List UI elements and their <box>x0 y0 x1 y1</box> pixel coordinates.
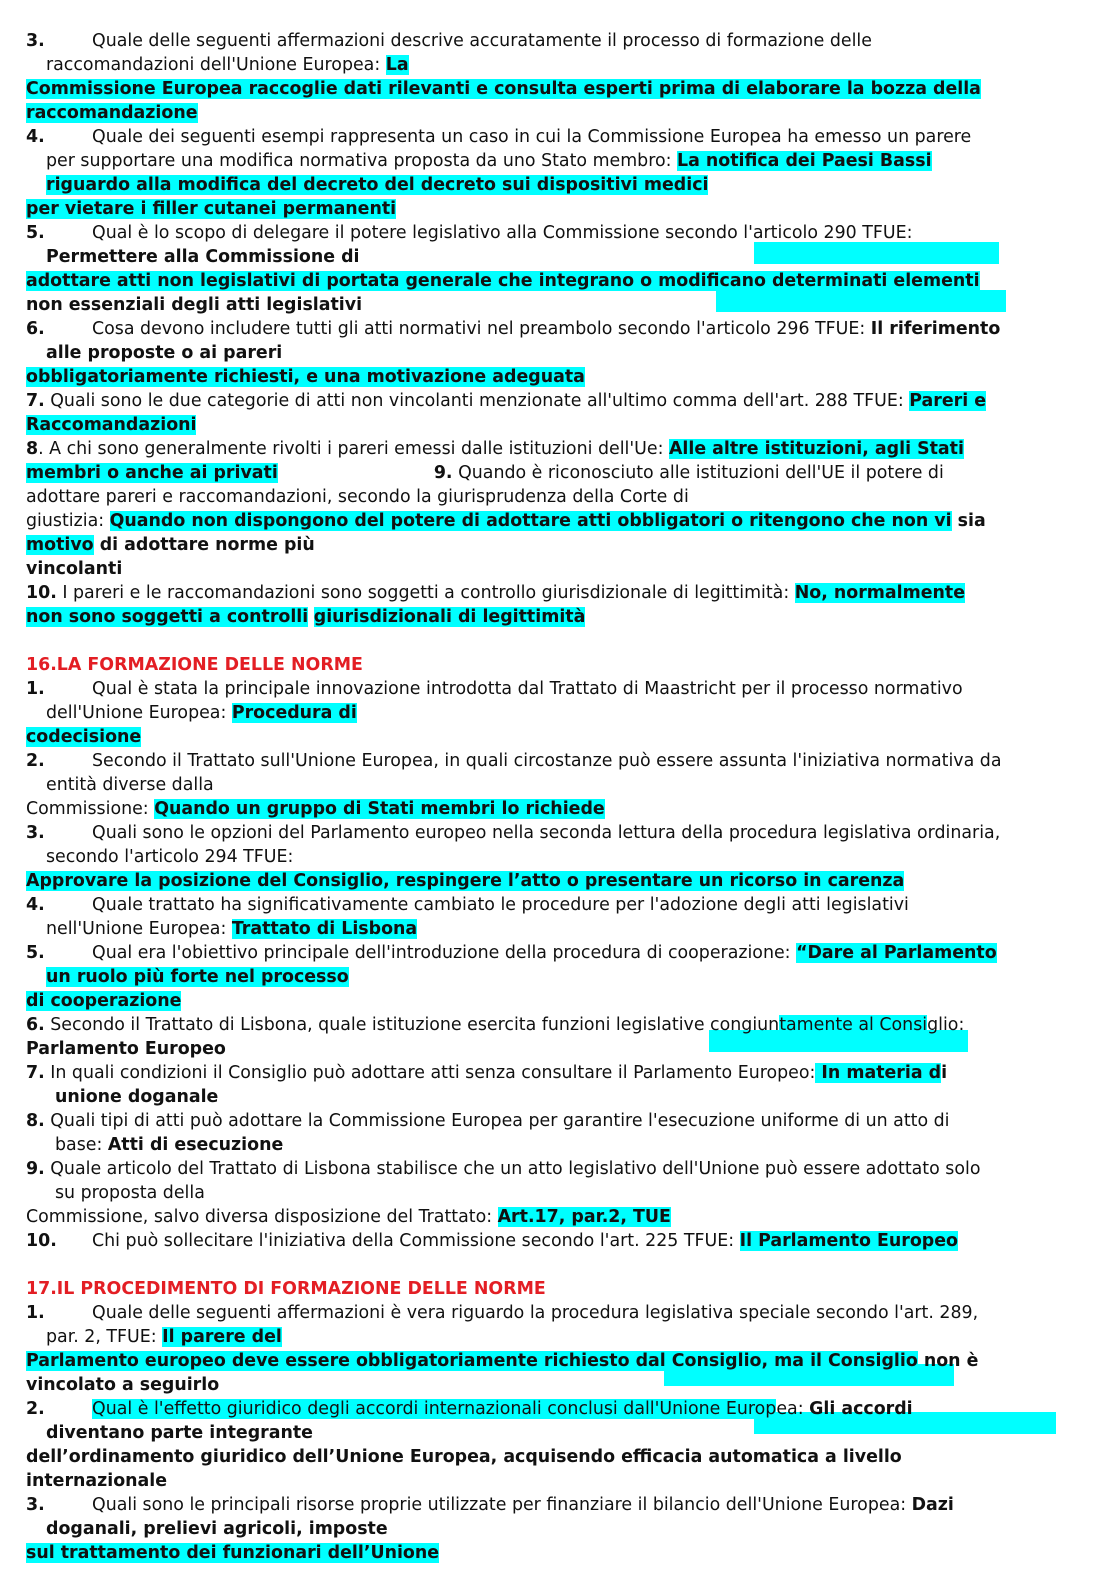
answer-highlight: Commissione Europea raccoglie dati rilevanti e consulta esperti prima di elaborare la bozza della <box>26 79 981 99</box>
answer-text: di adottare norme più <box>93 535 315 555</box>
answer-text: diventano parte integrante <box>46 1423 313 1443</box>
answer-text: vincolato a seguirlo <box>26 1375 220 1395</box>
question-4 <box>26 125 1098 149</box>
question-number: 6. <box>26 319 45 339</box>
question-text: dell'Unione Europea: <box>46 703 232 723</box>
answer-highlight: La notifica dei Paesi Bassi <box>677 151 932 171</box>
answer-text: non è <box>917 1351 979 1371</box>
question-text: raccomandazioni dell'Unione Europea: <box>46 55 386 75</box>
question-text: glio: <box>927 1015 965 1035</box>
answer-text: internazionale <box>26 1471 168 1491</box>
answer-highlight: No, normalmente <box>794 583 965 603</box>
question-number: 10. <box>26 1231 57 1251</box>
s16-question-1 <box>26 677 1098 701</box>
answer-highlight: non sono soggetti a controlli <box>26 607 309 627</box>
answer-line <box>26 461 1098 485</box>
answer-line <box>26 725 1098 749</box>
s16-question-4 <box>26 893 1098 917</box>
answer-line <box>26 245 1098 269</box>
answer-highlight: adottare atti non legislativi di portata generale che integrano o modificano determinati elementi <box>26 271 980 291</box>
question-number: 7. <box>26 391 45 411</box>
answer-highlight: raccomandazione <box>26 103 198 123</box>
question-text: su proposta della <box>55 1183 205 1203</box>
answer-highlight: Il parere del <box>162 1327 282 1347</box>
question-text-highlight: Qual è l'effetto giuridico degli accordi internazionali conclusi dall'Unione Europ <box>92 1399 777 1419</box>
question-cont <box>26 1325 1098 1349</box>
s16-question-3 <box>26 821 1098 845</box>
answer-line <box>26 557 1098 581</box>
question-text: Quale trattato ha significativamente cambiato le procedure per l'adozione degli atti legislativi <box>92 895 909 915</box>
question-number: 9. <box>26 1159 45 1179</box>
question-text: Secondo il Trattato di Lisbona, quale istituzione esercita funzioni legislative congiun <box>44 1015 780 1035</box>
answer-highlight: Alle altre istituzioni, agli Stati <box>668 439 964 459</box>
answer-highlight: Trattato di Lisbona <box>231 919 418 939</box>
question-text: per supportare una modifica normativa proposta da uno Stato membro: <box>46 151 677 171</box>
answer-text: sia <box>951 511 986 531</box>
answer-line <box>26 605 1098 629</box>
question-number: 6. <box>26 1015 45 1035</box>
question-10 <box>26 581 1098 605</box>
answer-highlight: Quando non dispongono del potere di adottare atti obbligatori o ritengono che non vi <box>109 511 952 531</box>
s17-question-2 <box>26 1397 1098 1421</box>
answer-highlight: Procedura di <box>231 703 357 723</box>
s16-question-5 <box>26 941 1098 965</box>
answer-line <box>26 1541 1098 1565</box>
s16-question-9 <box>26 1157 1098 1181</box>
question-text: Secondo il Trattato sull'Unione Europea, in quali circostanze può essere assunta l'iniziativa normativa da <box>92 751 1002 771</box>
answer-highlight: un ruolo più forte nel processo <box>46 967 349 987</box>
answer-highlight: “Dare al Parlamento <box>796 943 997 963</box>
question-number: 10. <box>26 583 57 603</box>
question-cont <box>26 773 1098 797</box>
question-cont <box>26 1133 1098 1157</box>
question-7 <box>26 389 1098 413</box>
answer-line <box>26 197 1098 221</box>
question-text: Chi può sollecitare l'iniziativa della Commissione secondo l'art. 225 TFUE: <box>92 1231 740 1251</box>
answer-highlight: Il Parlamento Europeo <box>739 1231 958 1251</box>
answer-text: doganali, prelievi agricoli, imposte <box>46 1519 388 1539</box>
question-number: 8 <box>26 439 39 459</box>
answer-highlight: sul trattamento dei funzionari dell’Unione <box>26 1543 440 1563</box>
answer-line <box>26 269 1098 293</box>
answer-text: Gli accordi <box>809 1399 913 1419</box>
question-number: 4. <box>26 127 45 147</box>
question-number: 2. <box>26 751 45 771</box>
s17-question-3 <box>26 1493 1098 1517</box>
answer-line <box>26 533 1098 557</box>
question-text: base: <box>55 1135 108 1155</box>
question-text: Cosa devono includere tutti gli atti normativi nel preambolo secondo l'articolo 296 TFUE: <box>92 319 871 339</box>
question-text: secondo l'articolo 294 TFUE: <box>46 847 294 867</box>
answer-line <box>26 1085 1098 1109</box>
question-text: Quale delle seguenti affermazioni descrive accuratamente il processo di formazione delle <box>92 31 872 51</box>
question-cont <box>26 845 1098 869</box>
answer-text: vincolanti <box>26 559 123 579</box>
s16-question-2 <box>26 749 1098 773</box>
answer-highlight: Pareri e <box>909 391 987 411</box>
question-8 <box>26 437 1098 461</box>
question-number: 7. <box>26 1063 45 1083</box>
question-text: Commissione: <box>26 799 155 819</box>
answer-text: Permettere alla Commissione di <box>46 247 360 267</box>
answer-highlight: giurisdizionali di legittimità <box>313 607 586 627</box>
question-text: ea: <box>776 1399 810 1419</box>
answer-highlight: riguardo alla modifica del decreto del decreto sui dispositivi medici <box>46 175 709 195</box>
question-text: Quali sono le opzioni del Parlamento europeo nella seconda lettura della procedura legislativa ordinaria, <box>92 823 1001 843</box>
question-text: Quale delle seguenti affermazioni è vera riguardo la procedura legislativa speciale secondo l'art. 289, <box>92 1303 979 1323</box>
question-number: 3. <box>26 1495 45 1515</box>
section-heading-17: 17.IL PROCEDIMENTO DI FORMAZIONE DELLE NORME <box>26 1279 546 1299</box>
answer-highlight: Raccomandazioni <box>26 415 197 435</box>
answer-text: alle proposte o ai pareri <box>46 343 283 363</box>
question-9-cont <box>26 485 1098 509</box>
question-text-highlight: tamente al Consi <box>779 1015 928 1035</box>
section-heading-16: 16.LA FORMAZIONE DELLE NORME <box>26 655 363 675</box>
question-number: 1. <box>26 679 45 699</box>
answer-line <box>26 1517 1098 1541</box>
s16-question-7 <box>26 1061 1098 1085</box>
question-number: 9. <box>433 463 453 483</box>
question-text: Qual è lo scopo di delegare il potere legislativo alla Commissione secondo l'articolo 290 TFUE: <box>92 223 913 243</box>
answer-line <box>26 413 1098 437</box>
question-number: 3. <box>26 31 45 51</box>
question-text: Quale dei seguenti esempi rappresenta un caso in cui la Commissione Europea ha emesso un parere <box>92 127 972 147</box>
answer-highlight: membri o anche ai privati <box>26 463 278 483</box>
answer-highlight: codecisione <box>26 727 142 747</box>
question-text: Quali sono le due categorie di atti non vincolanti menzionate all'ultimo comma dell'art. 288 TFUE: <box>44 391 910 411</box>
answer-line <box>26 1349 1098 1373</box>
answer-highlight: Parlamento europeo deve essere obbligatoriamente richiesto dal Consiglio, ma il Consiglio <box>26 1351 918 1371</box>
answer-highlight: La <box>385 55 409 75</box>
answer-highlight: Art.17, par.2, TUE <box>497 1207 671 1227</box>
question-9-cont <box>26 509 1098 533</box>
answer-highlight: per vietare i filler cutanei permanenti <box>26 199 397 219</box>
question-number: 5. <box>26 943 45 963</box>
question-number: 2. <box>26 1399 45 1419</box>
question-cont <box>26 797 1098 821</box>
answer-text: dell’ordinamento giuridico dell’Unione Europea, acquisendo efficacia automatica a livello <box>26 1447 902 1467</box>
question-text: Commissione, salvo diversa disposizione del Trattato: <box>26 1207 498 1227</box>
question-number: 5. <box>26 223 45 243</box>
question-text: giustizia: <box>26 511 110 531</box>
question-number: 1. <box>26 1303 45 1323</box>
answer-line <box>26 1037 1098 1061</box>
question-text: . A chi sono generalmente rivolti i pareri emessi dalle istituzioni dell'Ue: <box>38 439 669 459</box>
question-text: Quando è riconosciuto alle istituzioni dell'UE il potere di <box>452 463 944 483</box>
s16-question-10 <box>26 1229 1098 1253</box>
question-text: Quale articolo del Trattato di Lisbona stabilisce che un atto legislativo dell'Unione può essere adottato solo <box>44 1159 981 1179</box>
document-body <box>26 29 1098 1565</box>
answer-line <box>26 365 1098 389</box>
answer-line <box>26 869 1098 893</box>
question-3 <box>26 29 1098 53</box>
answer-highlight: di cooperazione <box>26 991 182 1011</box>
question-text: Quali sono le principali risorse proprie utilizzate per finanziare il bilancio dell'Unione Europea: <box>92 1495 912 1515</box>
answer-line <box>26 101 1098 125</box>
question-text: nell'Unione Europea: <box>46 919 232 939</box>
answer-line <box>26 989 1098 1013</box>
answer-line <box>26 341 1098 365</box>
answer-text: Parlamento Europeo <box>26 1039 226 1059</box>
answer-line <box>26 1373 1098 1397</box>
answer-line <box>26 293 1098 317</box>
answer-line <box>26 77 1098 101</box>
question-3-cont <box>26 53 1098 77</box>
question-text: Qual è stata la principale innovazione introdotta dal Trattato di Maastricht per il processo normativo <box>92 679 963 699</box>
question-text: par. 2, TFUE: <box>46 1327 163 1347</box>
question-text: Qual era l'obiettivo principale dell'introduzione della procedura di cooperazione: <box>92 943 797 963</box>
question-cont <box>26 1181 1098 1205</box>
s16-question-6 <box>26 1013 1098 1037</box>
answer-line <box>26 965 1098 989</box>
question-cont <box>26 917 1098 941</box>
question-5 <box>26 221 1098 245</box>
answer-highlight: obbligatoriamente richiesti, e una motivazione adeguata <box>26 367 585 387</box>
answer-text: Il riferimento <box>870 319 1001 339</box>
answer-text: i <box>941 1063 948 1083</box>
question-number: 4. <box>26 895 45 915</box>
answer-line <box>26 1421 1098 1445</box>
question-cont <box>26 701 1098 725</box>
question-text: In quali condizioni il Consiglio può adottare atti senza consultare il Parlamento Europeo: <box>44 1063 816 1083</box>
question-number: 8. <box>26 1111 45 1131</box>
question-6 <box>26 317 1098 341</box>
answer-line <box>26 1469 1098 1493</box>
s17-question-1 <box>26 1301 1098 1325</box>
answer-highlight: In materia d <box>815 1063 942 1083</box>
question-text: entità diverse dalla <box>46 775 214 795</box>
question-cont <box>26 1205 1098 1229</box>
answer-highlight: motivo <box>26 535 94 555</box>
answer-line <box>26 173 1098 197</box>
question-4-cont <box>26 149 1098 173</box>
answer-text: non essenziali degli atti legislativi <box>26 295 363 315</box>
answer-highlight: Quando un gruppo di Stati membri lo richiede <box>154 799 605 819</box>
answer-text: Dazi <box>911 1495 954 1515</box>
question-number: 3. <box>26 823 45 843</box>
s16-question-8 <box>26 1109 1098 1133</box>
answer-highlight: Approvare la posizione del Consiglio, respingere l’atto o presentare un ricorso in carenza <box>26 871 905 891</box>
question-text: Quali tipi di atti può adottare la Commissione Europea per garantire l'esecuzione uniforme di un atto di <box>44 1111 950 1131</box>
answer-text: unione doganale <box>55 1087 219 1107</box>
answer-line <box>26 1445 1098 1469</box>
question-text: adottare pareri e raccomandazioni, secondo la giurisprudenza della Corte di <box>26 487 689 507</box>
answer-text: Atti di esecuzione <box>107 1135 284 1155</box>
question-text: I pareri e le raccomandazioni sono soggetti a controllo giurisdizionale di legittimità: <box>56 583 795 603</box>
